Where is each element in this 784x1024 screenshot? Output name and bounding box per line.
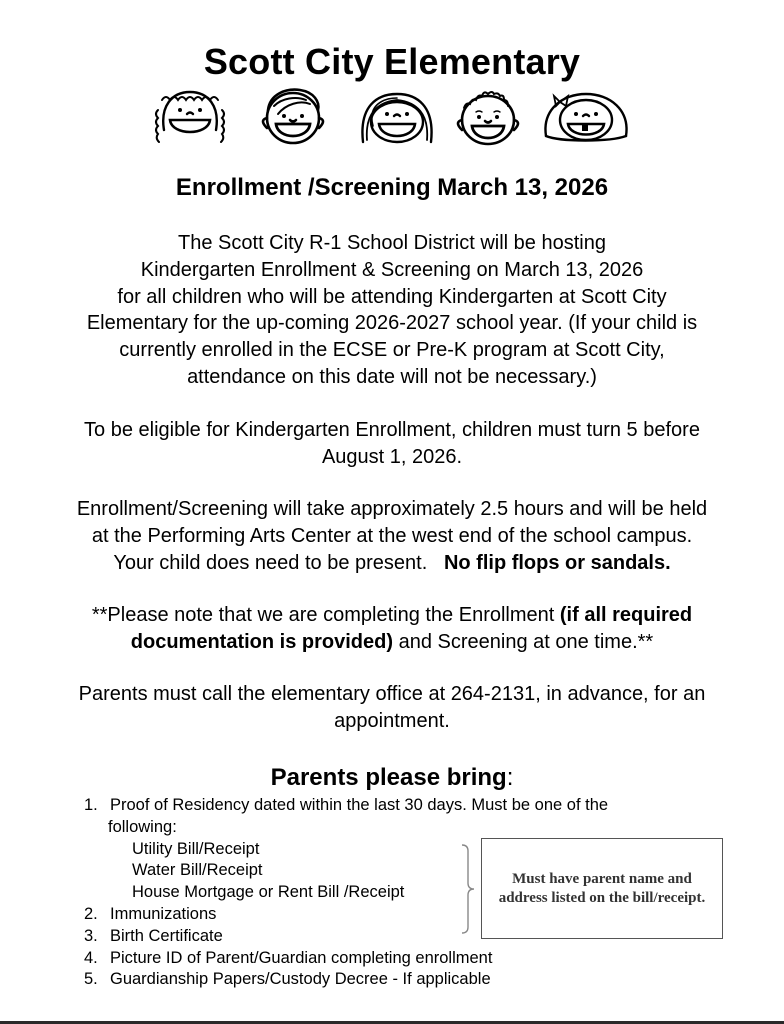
location-line: at the Performing Arts Center at the west end of the school campus. (91, 524, 693, 547)
intro-line: attendance on this date will not be necessary.) (187, 365, 597, 388)
bring-heading (0, 762, 784, 794)
call-paragraph (20, 681, 764, 735)
item-text: Picture ID of Parent/Guardian completing enrollment (110, 948, 493, 967)
intro-line: Elementary for the up-coming 2026-2027 school year. (If your child is (86, 312, 698, 335)
intro-line: for all children who will be attending Kindergarten at Scott City (117, 285, 667, 308)
presence-note: Your child does need to be present. (113, 551, 444, 574)
location-line: Enrollment/Screening will take approximately 2.5 hours and will be held (76, 498, 708, 520)
item-number: 4. (84, 948, 98, 967)
intro-line: currently enrolled in the ECSE or Pre-K program at Scott City, (119, 339, 665, 362)
item-text: Immunizations (110, 904, 217, 923)
call-line: Parents must call the elementary office at 264-2131, in advance, for an (78, 683, 706, 705)
event-subtitle: Enrollment /Screening March 13, 2026 (175, 174, 609, 201)
item-number: 1. (84, 796, 98, 814)
eligibility-paragraph (20, 417, 764, 471)
note-text: and Screening at one time.** (393, 630, 654, 653)
sub-item: House Mortgage or Rent Bill /Receipt (132, 883, 405, 902)
page-title: Scott City Elementary (203, 41, 581, 82)
right-brace-icon (458, 843, 478, 935)
list-item (84, 948, 704, 970)
intro-line: The Scott City R-1 School District will be hosting (178, 232, 606, 254)
list-item (84, 969, 704, 991)
residency-callout-box: Must have parent name and address listed on the bill/receipt. (481, 838, 723, 939)
list-item (84, 795, 704, 817)
sub-item: Utility Bill/Receipt (132, 839, 260, 858)
bring-heading-text: Parents please bring (270, 764, 507, 791)
curly-boy-face-icon (450, 86, 526, 148)
documentation-note (20, 602, 764, 656)
kids-faces-illustration (0, 86, 784, 150)
long-hair-girl-face-icon (357, 86, 437, 148)
intro-paragraph (20, 230, 764, 391)
curly-hair-girl-face-icon (150, 86, 230, 148)
bow-girl-face-icon (540, 86, 632, 148)
bring-heading-colon: : (506, 764, 514, 791)
eligibility-line: August 1, 2026. (321, 445, 463, 468)
list-item-continuation: following: (108, 817, 177, 836)
footwear-warning: No flip flops or sandals. (443, 551, 671, 574)
note-emphasis: (if all required documentation is provided) (130, 604, 693, 653)
item-number: 5. (84, 970, 98, 989)
intro-line: Kindergarten Enrollment & Screening on March 13, 2026 (140, 258, 644, 281)
item-text: Proof of Residency dated within the last 30 days. Must be one of the (110, 796, 609, 814)
item-number: 3. (84, 926, 98, 945)
item-number: 2. (84, 904, 98, 923)
boy-face-icon (256, 86, 330, 148)
eligibility-line: To be eligible for Kindergarten Enrollment, children must turn 5 before (84, 419, 700, 441)
item-text: Birth Certificate (110, 926, 223, 945)
item-text: Guardianship Papers/Custody Decree - If applicable (110, 970, 491, 989)
sub-item: Water Bill/Receipt (132, 861, 263, 880)
call-line: appointment. (334, 709, 450, 732)
note-text: **Please note that we are completing the Enrollment (91, 604, 560, 626)
location-paragraph (20, 496, 764, 576)
location-line (20, 550, 764, 577)
